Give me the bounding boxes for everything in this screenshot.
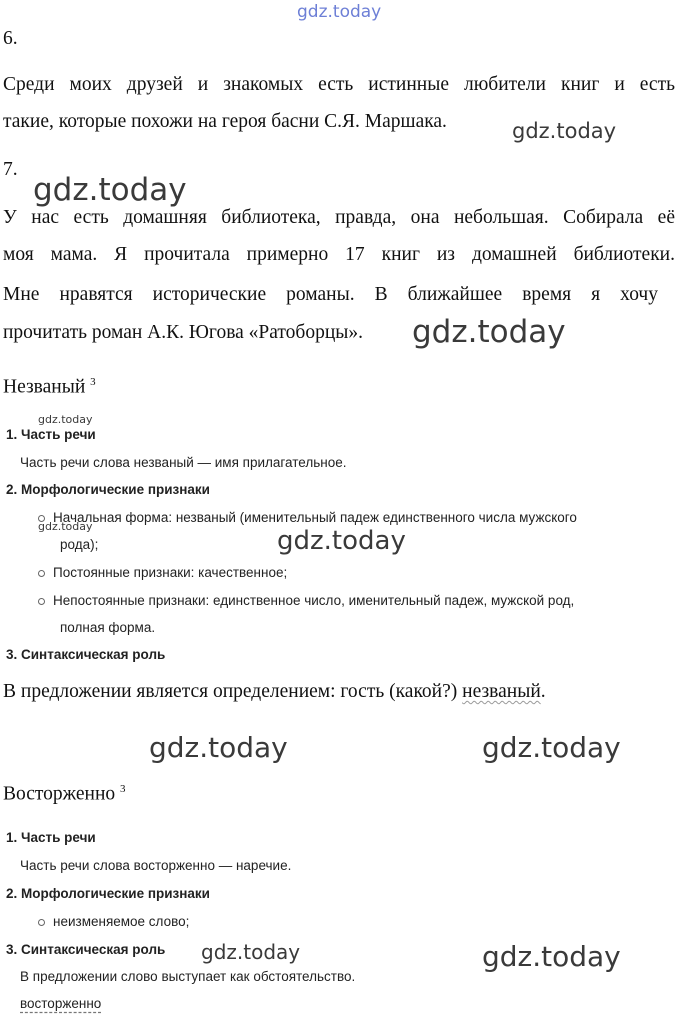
- word-1-heading-part-of-speech: 1. Часть речи: [6, 427, 96, 442]
- watermark: gdz.today: [277, 526, 406, 556]
- watermark-top: gdz.today: [297, 2, 382, 22]
- watermark: gdz.today: [38, 520, 93, 533]
- word-2-heading-syntax: 3. Синтаксическая роль: [6, 942, 166, 957]
- section-6-line-2: такие, которые похожи на героя басни С.Я. Маршака.: [3, 111, 447, 132]
- word-2-bullet-invariable: [38, 914, 189, 929]
- watermark: gdz.today: [38, 413, 93, 426]
- word-2-part-of-speech-text: Часть речи слова восторженно — наречие.: [20, 858, 292, 873]
- word-2-example: восторженно: [20, 996, 102, 1011]
- word-2-title-sup: 3: [120, 783, 126, 795]
- word-1-title-sup: 3: [90, 376, 96, 388]
- word-1-sentence-word: незваный: [462, 681, 541, 702]
- word-1-heading-morphology: 2. Морфологические признаки: [6, 482, 210, 497]
- word-1-part-of-speech-text: Часть речи слова незваный — имя прилагательное.: [20, 455, 347, 470]
- word-1-bullet-initial-form: [38, 510, 577, 525]
- bullet-icon: [38, 570, 45, 577]
- word-1-bullet-constant: [38, 565, 287, 580]
- watermark: gdz.today: [201, 940, 301, 964]
- bullet-icon: [38, 598, 45, 605]
- word-1-bullet-constant-text: Постоянные признаки: качественное;: [53, 565, 288, 580]
- word-2-title-text: Восторженно: [3, 783, 116, 805]
- word-1-sentence-pre: В предложении является определением: гость (какой?): [3, 681, 463, 702]
- word-1-bullet-initial-form-cont: рода);: [60, 537, 99, 552]
- word-1-sentence-post: .: [540, 681, 546, 702]
- word-1-bullet-initial-form-text: Начальная форма: незваный (именительный падеж единственного числа мужского: [53, 510, 577, 525]
- watermark: gdz.today: [33, 172, 187, 208]
- section-7-line-3: Мне нравятся исторические романы. В ближайшее время я хочу: [3, 284, 658, 305]
- section-7-number: 7.: [3, 159, 18, 180]
- word-2-heading-morphology: 2. Морфологические признаки: [6, 886, 210, 901]
- section-6-line-1: Среди моих друзей и знакомых есть истинные любители книг и есть: [3, 74, 675, 95]
- word-2-heading-part-of-speech: 1. Часть речи: [6, 830, 96, 845]
- word-1-title-text: Незваный: [3, 376, 86, 398]
- word-1-bullet-variable: [38, 593, 574, 608]
- word-1-title: [3, 364, 96, 406]
- bullet-icon: [38, 919, 45, 926]
- watermark: gdz.today: [482, 940, 621, 973]
- word-1-sentence: [3, 673, 546, 710]
- watermark: gdz.today: [149, 731, 288, 764]
- section-7-line-4: прочитать роман А.К. Югова «Ратоборцы».: [3, 322, 364, 343]
- word-2-bullet-invariable-text: неизменяемое слово;: [53, 914, 190, 929]
- section-6-number: 6.: [3, 28, 18, 49]
- word-2-syntax-text: В предложении слово выступает как обстоятельство.: [20, 969, 356, 984]
- watermark: gdz.today: [412, 314, 566, 350]
- word-1-heading-syntax: 3. Синтаксическая роль: [6, 647, 166, 662]
- section-7-line-2: моя мама. Я прочитала примерно 17 книг из домашней библиотеки.: [3, 244, 675, 265]
- section-7-line-1: У нас есть домашняя библиотека, правда, она небольшая. Собирала её: [3, 207, 675, 228]
- watermark: gdz.today: [482, 731, 621, 764]
- word-2-title: [3, 771, 126, 813]
- word-1-bullet-variable-cont: полная форма.: [60, 620, 156, 635]
- word-1-bullet-variable-text: Непостоянные признаки: единственное число, именительный падеж, мужской род,: [53, 593, 575, 608]
- watermark: gdz.today: [512, 119, 617, 143]
